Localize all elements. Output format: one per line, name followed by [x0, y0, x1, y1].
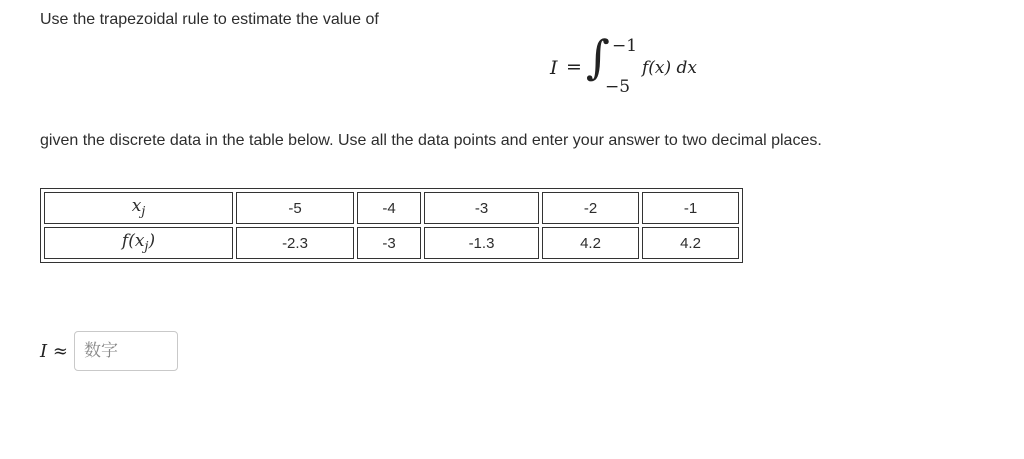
- integral-lhs: I: [550, 57, 558, 79]
- integral-upper-limit: −1: [612, 36, 638, 56]
- answer-input[interactable]: [74, 331, 178, 371]
- approx-symbol: ≈: [52, 340, 68, 362]
- answer-label-var: I: [40, 340, 48, 362]
- integral-equals: =: [566, 56, 582, 78]
- question-instructions: given the discrete data in the table below. Use all the data points and enter your answer to two decimal places.: [40, 132, 822, 149]
- integrand: f(x) dx: [642, 58, 698, 78]
- table-cell: 4.2: [642, 227, 739, 259]
- integral-lower-limit: −5: [605, 77, 631, 97]
- table-row-fx: [44, 227, 739, 259]
- table-cell: -1: [642, 192, 739, 224]
- table-cell: -3: [357, 227, 421, 259]
- table-cell: -2.3: [236, 227, 354, 259]
- table-cell: -3: [424, 192, 539, 224]
- table-cell: -2: [542, 192, 639, 224]
- table-cell: 4.2: [542, 227, 639, 259]
- answer-label: [40, 341, 68, 362]
- answer-row: [40, 330, 178, 372]
- integral-sign: ∫: [586, 30, 610, 84]
- table-cell: -4: [357, 192, 421, 224]
- data-table: [40, 188, 743, 263]
- row-header-x: $x_j$: [44, 192, 233, 224]
- table-cell: -5: [236, 192, 354, 224]
- table-cell: -1.3: [424, 227, 539, 259]
- question-intro: Use the trapezoidal rule to estimate the value of: [40, 11, 379, 28]
- table-row-x: [44, 192, 739, 224]
- integral-expression: [550, 30, 720, 100]
- row-header-fx: $f(x_j)$: [44, 227, 233, 259]
